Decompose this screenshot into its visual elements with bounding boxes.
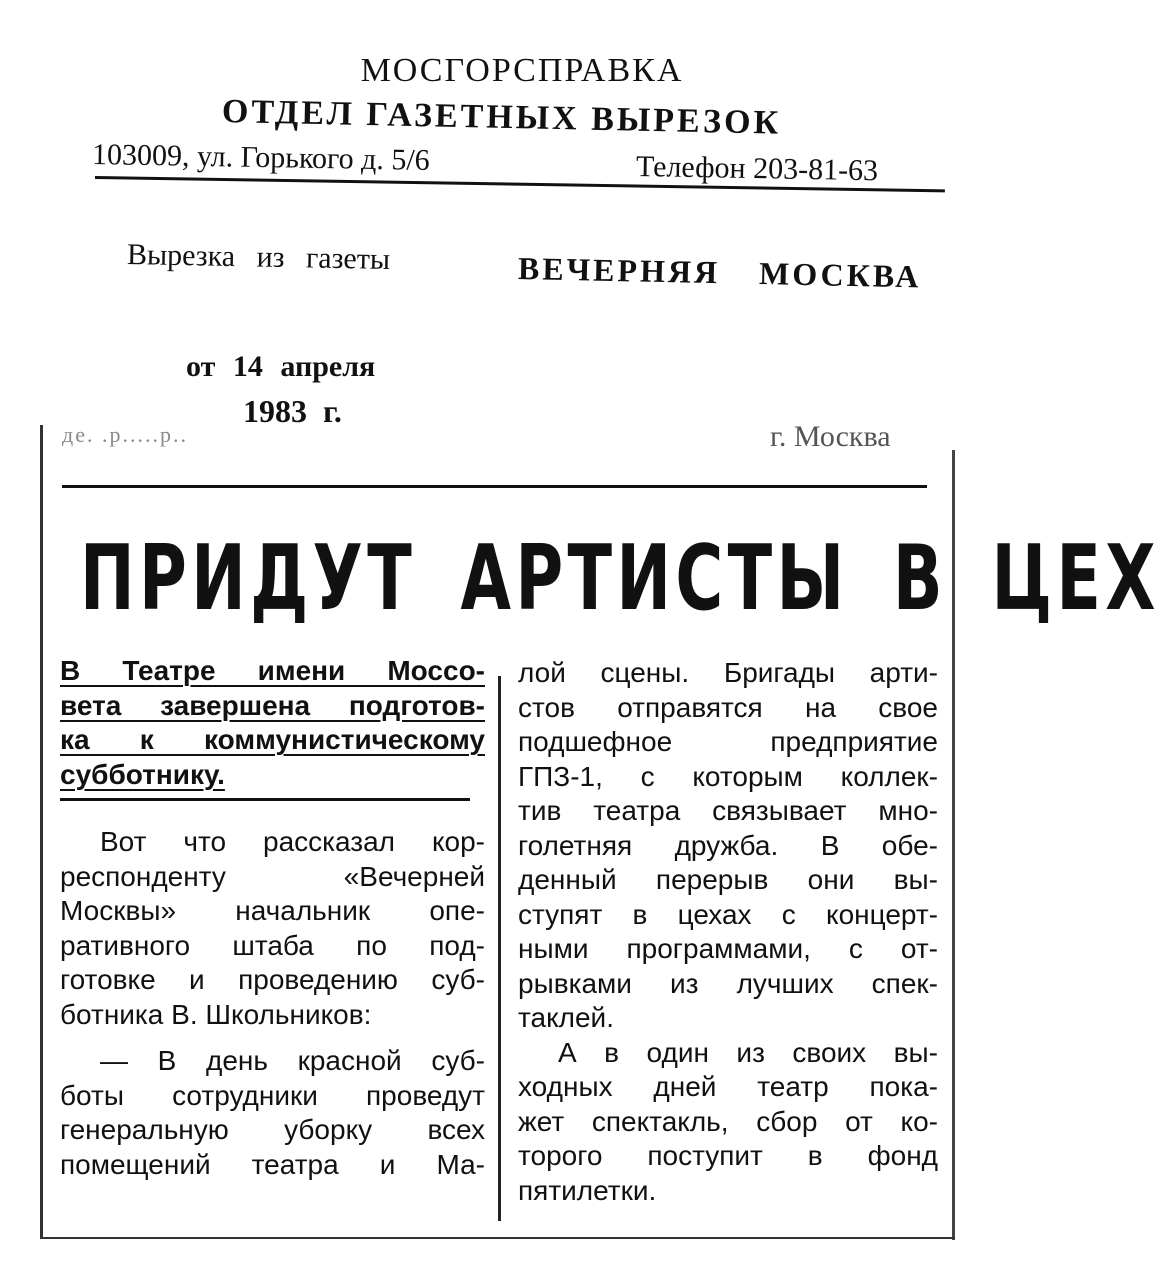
body-line: ходных дней театр пока- [518, 1071, 938, 1102]
lead-line: субботнику. [60, 758, 225, 790]
body-line: стов отправятся на свое [518, 691, 938, 723]
body-line: ботника В. Школьников: [60, 998, 372, 1030]
lead-line: вета завершена подготов- [60, 689, 485, 721]
article-lead [60, 654, 485, 792]
article-column-left [60, 654, 485, 1182]
body-line: ступят в цехах с концерт- [518, 898, 938, 930]
body-line: генеральную уборку всех [60, 1114, 485, 1145]
body-line: Москвы» начальник опе- [60, 895, 485, 926]
body-line: пятилетки. [518, 1174, 657, 1206]
lead-divider [60, 798, 470, 801]
article-paragraph-1 [60, 825, 485, 1032]
body-line: ГПЗ-1, с которым коллек- [518, 760, 938, 792]
body-line: жет спектакль, сбор от ко- [518, 1105, 938, 1137]
clipping-city: г. Москва [770, 420, 891, 453]
body-line: тив театра связывает мно- [518, 795, 938, 826]
body-line: Вот что рассказал кор- [100, 826, 485, 857]
clipping-label: Вырезка из газеты [126, 238, 391, 277]
department-name: ОТДЕЛ ГАЗЕТНЫХ ВЫРЕЗОК [221, 93, 782, 142]
clipping-bottom-edge [40, 1237, 955, 1239]
body-line: ративного штаба по под- [60, 929, 485, 961]
clipping-left-edge [40, 425, 43, 1237]
body-line: подшефное предприятие [518, 726, 938, 757]
column-divider [498, 676, 501, 1221]
clipping-year: 1983 г. [243, 393, 342, 429]
article-paragraph-4 [518, 1036, 938, 1209]
agency-phone: Телефон 203-81-63 [635, 150, 879, 188]
article-paragraph-2 [60, 1044, 485, 1182]
body-line: помещений театра и Ма- [60, 1148, 485, 1180]
article-headline: ПРИДУТ АРТИСТЫ В ЦЕХ [80, 526, 1160, 631]
body-line: рывками из лучших спек- [518, 967, 938, 999]
body-line: таклей. [518, 1002, 614, 1033]
lead-line: ка к коммунистическому [60, 724, 485, 755]
clipping-date: от 14 апреля [186, 350, 376, 383]
body-line: А в один из своих вы- [558, 1036, 938, 1068]
newspaper-name: ВЕЧЕРНЯЯ МОСКВА [517, 250, 922, 295]
body-line: торого поступит в фонд [518, 1140, 938, 1171]
lead-line: В Театре имени Моссо- [60, 655, 485, 686]
body-line: боты сотрудники проведут [60, 1079, 485, 1111]
agency-name: МОСГОРСПРАВКА [360, 52, 684, 89]
faded-print-text: де. .р.....р.. [62, 422, 188, 447]
body-line: денный перерыв они вы- [518, 864, 938, 895]
clipping-top-rule [62, 485, 927, 488]
agency-address: 103009, ул. Горького д. 5/6 [91, 138, 430, 177]
article-column-right [518, 656, 938, 1208]
body-line: готовке и проведению суб- [60, 964, 485, 995]
body-line: ными программами, с от- [518, 933, 938, 964]
body-line: — В день красной суб- [100, 1045, 485, 1076]
body-line: респонденту «Вечерней [60, 860, 485, 892]
article-paragraph-3 [518, 656, 938, 1036]
body-line: лой сцены. Бригады арти- [518, 657, 938, 688]
body-line: голетняя дружба. В обе- [518, 829, 938, 861]
